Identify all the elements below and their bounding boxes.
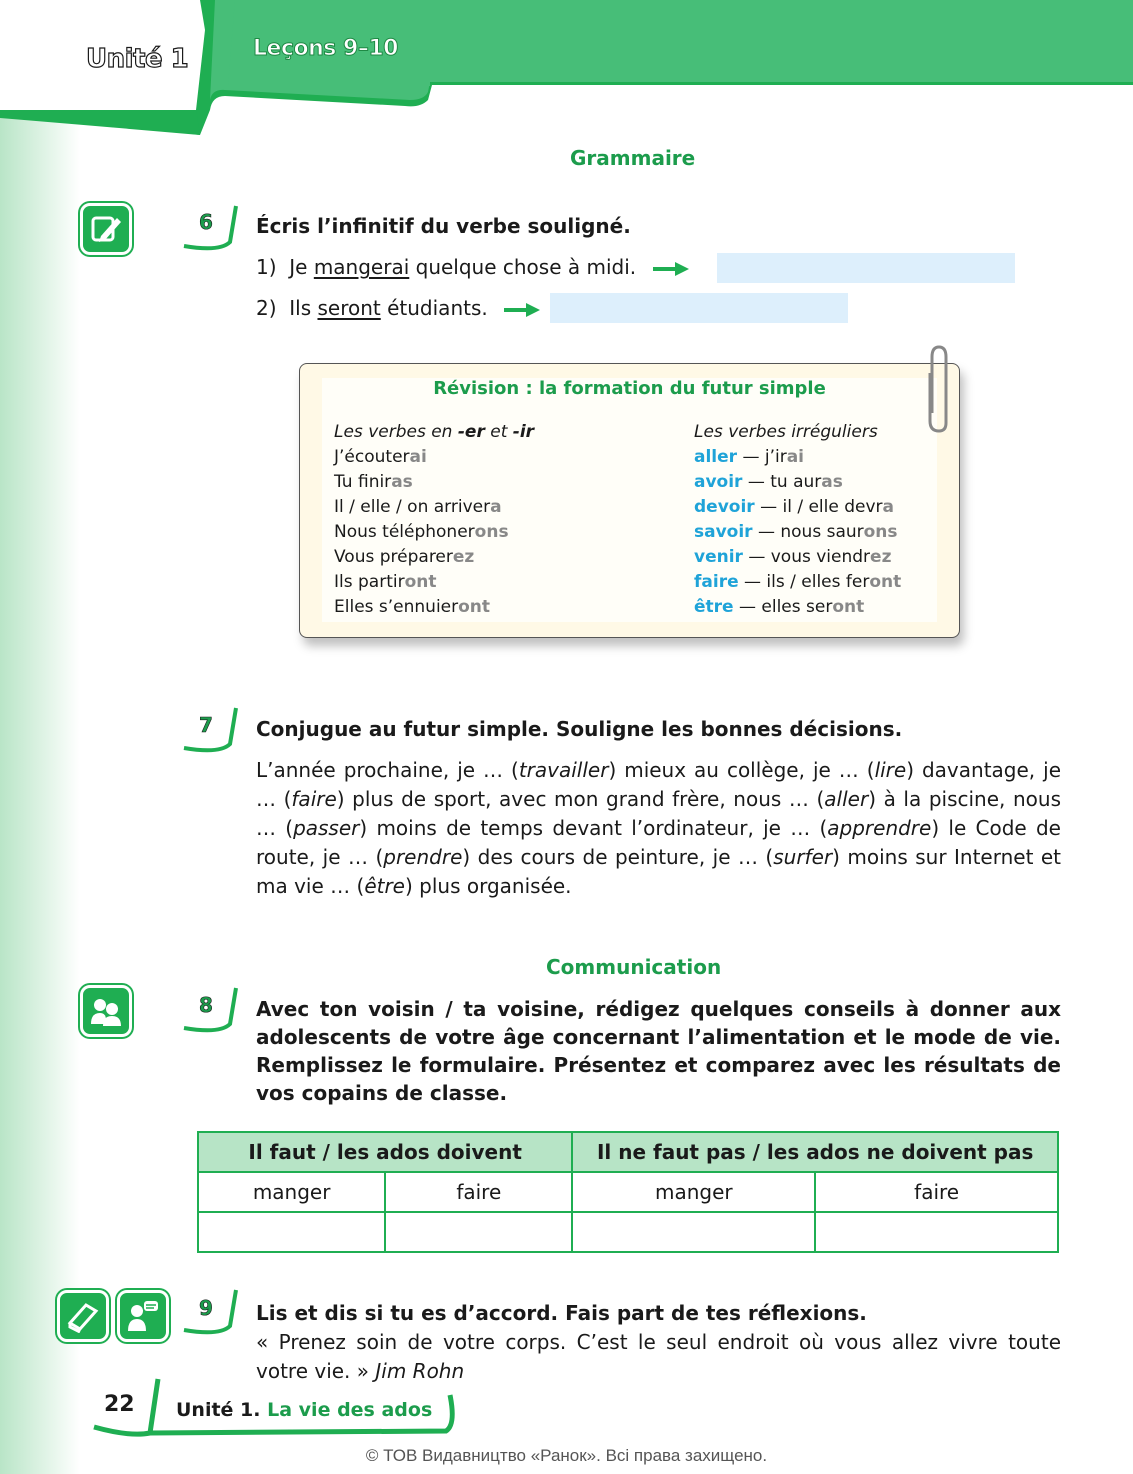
ending: ons bbox=[474, 522, 509, 542]
exercise-7-instruction: Conjugue au futur simple. Souligne les bonnes décisions. bbox=[256, 717, 903, 741]
verb: devoir bbox=[694, 497, 755, 517]
pencil-icon bbox=[80, 203, 132, 255]
table-subheader: faire bbox=[385, 1172, 572, 1212]
irregular-row bbox=[694, 520, 901, 545]
revision-card bbox=[299, 363, 960, 638]
item-1-verb: mangerai bbox=[313, 255, 410, 279]
arrow-icon bbox=[651, 260, 691, 278]
ending: a bbox=[490, 497, 502, 517]
verb-infinitive: faire bbox=[291, 787, 337, 811]
answer-field-1[interactable] bbox=[717, 253, 1015, 283]
lessons-label: Leçons 9–10 bbox=[253, 36, 398, 61]
exercise-8-number: 8 bbox=[199, 993, 213, 1017]
section-title-communication: Communication bbox=[546, 955, 722, 979]
paperclip-icon bbox=[922, 343, 956, 433]
item-1-suffix: quelque chose à midi. bbox=[409, 255, 637, 279]
conjugation: — ils / elles fer bbox=[738, 572, 870, 592]
copyright: © ТОВ Видавництво «Ранок». Всі права захищено. bbox=[365, 1446, 768, 1465]
ending: as bbox=[821, 472, 843, 492]
ending: ons bbox=[863, 522, 898, 542]
regular-row bbox=[334, 495, 534, 520]
irregular-row bbox=[694, 445, 901, 470]
verb-infinitive: travailler bbox=[518, 758, 609, 782]
regular-row bbox=[334, 445, 534, 470]
exercise-9-number: 9 bbox=[199, 1296, 213, 1320]
table-cell[interactable] bbox=[815, 1212, 1058, 1252]
text-segment: ) moins sur Internet et ma vie … ( bbox=[256, 845, 1062, 898]
table-cell[interactable] bbox=[572, 1212, 815, 1252]
verb: faire bbox=[694, 572, 739, 592]
answer-field-2[interactable] bbox=[550, 293, 848, 323]
text-segment: ) à la piscine, nous … ( bbox=[256, 787, 1061, 840]
ending: a bbox=[882, 497, 895, 517]
verb-infinitive: prendre bbox=[383, 845, 463, 869]
verb: être bbox=[694, 597, 734, 617]
item-2-prefix: 2) Ils bbox=[256, 296, 318, 320]
pair-icon bbox=[80, 985, 132, 1037]
conjugation: — vous viendr bbox=[742, 547, 871, 567]
ending: as bbox=[391, 472, 413, 492]
table-header-do: Il faut / les ados doivent bbox=[198, 1132, 572, 1172]
item-2-suffix: étudiants. bbox=[380, 296, 488, 320]
verb-infinitive: passer bbox=[293, 816, 360, 840]
text-segment: ) davantage, je … ( bbox=[256, 758, 1061, 811]
conjugation: — elles ser bbox=[733, 597, 833, 617]
text-segment: ) moins de temps devant l’ordinateur, je … ( bbox=[359, 816, 828, 840]
regular-row bbox=[334, 595, 534, 620]
table-subheader: manger bbox=[198, 1172, 385, 1212]
header-part-d: -ir bbox=[512, 422, 535, 442]
exercise-7-number: 7 bbox=[199, 713, 213, 737]
conjugation: — j’ir bbox=[737, 447, 787, 467]
footer-unit-label: Unité 1. bbox=[176, 1399, 261, 1421]
stem: Il / elle / on arriver bbox=[334, 497, 491, 517]
regular-row bbox=[334, 520, 534, 545]
ending: ez bbox=[452, 547, 475, 567]
irregular-row bbox=[694, 595, 901, 620]
table-subheader: manger bbox=[572, 1172, 815, 1212]
item-1-prefix: 1) Je bbox=[256, 255, 314, 279]
ending: ai bbox=[409, 447, 427, 467]
exercise-7-text bbox=[256, 756, 1061, 901]
exercise-6-instruction: Écris l’infinitif du verbe souligné. bbox=[256, 214, 631, 238]
text-segment: ) plus de sport, avec mon grand frère, nous … ( bbox=[336, 787, 825, 811]
arrow-icon bbox=[502, 301, 542, 319]
page-number: 22 bbox=[104, 1392, 135, 1417]
exercise-8-instruction: Avec ton voisin / ta voisine, rédigez quelques conseils à donner aux adolescents de votre âge concernant l’alimentation et le mode de vie. Remplissez le formulaire. Présentez et comparez avec les résultats de vos copains de classe. bbox=[256, 997, 1061, 1105]
regular-verbs-column bbox=[334, 420, 534, 620]
conjugation: — il / elle devr bbox=[754, 497, 883, 517]
unit-label: Unité 1 bbox=[86, 44, 189, 74]
header-part-a: Les verbes en bbox=[334, 422, 458, 442]
quote-text: « Prenez soin de votre corps. C’est le seul endroit où vous allez vivre toute votre vie. » bbox=[256, 1330, 1061, 1383]
quote-author: Jim Rohn bbox=[375, 1359, 465, 1383]
stem: Vous préparer bbox=[334, 547, 453, 567]
regular-row bbox=[334, 545, 534, 570]
irregular-row bbox=[694, 495, 901, 520]
verb: venir bbox=[694, 547, 743, 567]
regular-verbs-header bbox=[334, 420, 534, 445]
regular-row bbox=[334, 470, 534, 495]
left-margin-gradient bbox=[0, 0, 80, 1474]
header-part-c: et bbox=[484, 422, 513, 442]
ending: ez bbox=[870, 547, 892, 567]
stem: J’écouter bbox=[334, 447, 410, 467]
revision-title: Révision : la formation du futur simple bbox=[433, 378, 826, 399]
regular-row bbox=[334, 570, 534, 595]
irregular-row bbox=[694, 470, 901, 495]
footer-unit-title: La vie des ados bbox=[267, 1399, 433, 1421]
verb-infinitive: surfer bbox=[773, 845, 833, 869]
irregular-row bbox=[694, 545, 901, 570]
verb-infinitive: apprendre bbox=[827, 816, 932, 840]
advice-table bbox=[197, 1131, 1059, 1253]
speech-icon bbox=[117, 1290, 169, 1342]
section-title-grammar: Grammaire bbox=[570, 146, 696, 170]
table-cell[interactable] bbox=[198, 1212, 385, 1252]
table-header-dont: Il ne faut pas / les ados ne doivent pas bbox=[572, 1132, 1058, 1172]
table-cell[interactable] bbox=[385, 1212, 572, 1252]
ending: ont bbox=[832, 597, 865, 617]
item-2-verb: seront bbox=[317, 296, 381, 320]
verb: avoir bbox=[694, 472, 743, 492]
irregular-verbs-column bbox=[694, 420, 901, 620]
stem: Tu finir bbox=[334, 472, 392, 492]
ending: ont bbox=[404, 572, 437, 592]
conjugation: — nous saur bbox=[752, 522, 864, 542]
book-icon bbox=[57, 1290, 109, 1342]
footer-unit bbox=[176, 1399, 432, 1421]
ending: ont bbox=[869, 572, 902, 592]
exercise-6-item-2 bbox=[256, 296, 542, 320]
text-segment: ) le Code de route, je … ( bbox=[256, 816, 1061, 869]
text-segment: ) des cours de peinture, je … ( bbox=[462, 845, 774, 869]
stem: Elles s’ennuier bbox=[334, 597, 459, 617]
ending: ai bbox=[786, 447, 805, 467]
header-part-b: -er bbox=[457, 422, 485, 442]
text-segment: ) mieux au collège, je … ( bbox=[608, 758, 875, 782]
verb: aller bbox=[694, 447, 738, 467]
ending: ont bbox=[458, 597, 491, 617]
verb-infinitive: lire bbox=[874, 758, 907, 782]
verb: savoir bbox=[694, 522, 753, 542]
exercise-6-item-1 bbox=[256, 255, 691, 279]
text-segment: ) plus organisée. bbox=[405, 874, 572, 898]
table-subheader: faire bbox=[815, 1172, 1058, 1212]
conjugation: — tu aur bbox=[742, 472, 822, 492]
irregular-row bbox=[694, 570, 901, 595]
verb-infinitive: aller bbox=[824, 787, 869, 811]
irregular-verbs-header: Les verbes irréguliers bbox=[694, 422, 878, 442]
stem: Ils partir bbox=[334, 572, 405, 592]
stem: Nous téléphoner bbox=[334, 522, 475, 542]
exercise-9-instruction: Lis et dis si tu es d’accord. Fais part de tes réflexions. bbox=[256, 1301, 867, 1325]
text-segment: L’année prochaine, je … ( bbox=[256, 758, 519, 782]
verb-infinitive: être bbox=[364, 874, 405, 898]
exercise-6-number: 6 bbox=[199, 210, 213, 234]
